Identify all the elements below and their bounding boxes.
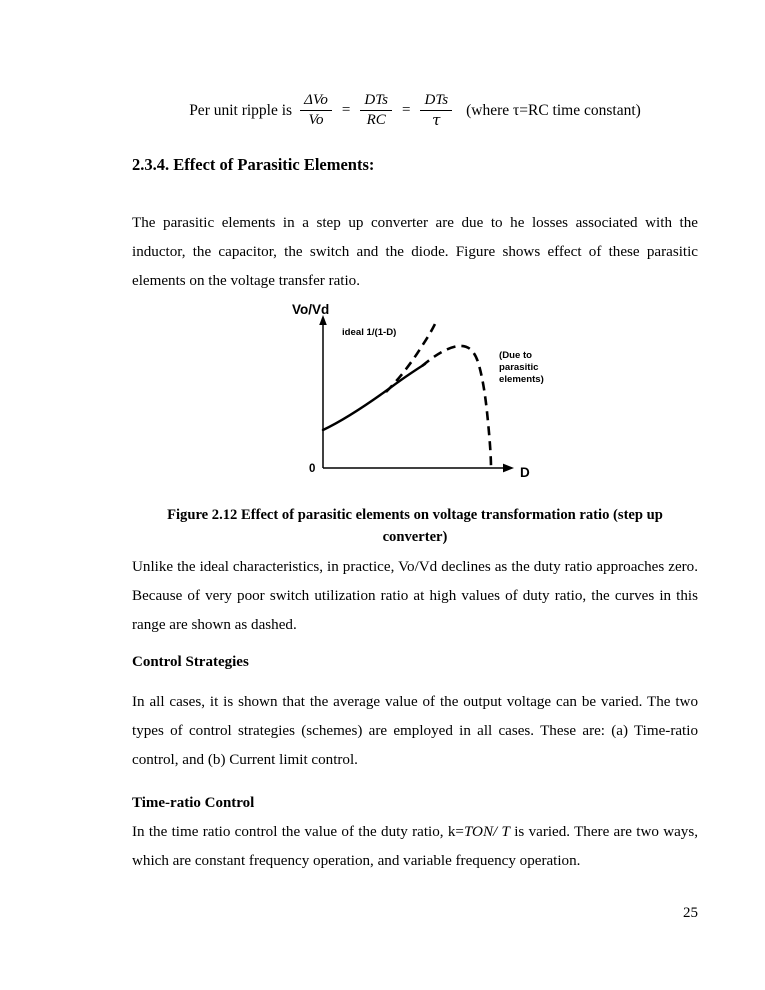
page-number: 25	[683, 905, 698, 921]
paragraph4-part1: In the time ratio control the value of the duty ratio, k=	[132, 824, 464, 840]
annotation-ideal-formula: ideal 1/(1-D)	[342, 327, 397, 338]
x-axis-label: D	[520, 465, 530, 480]
paragraph-control-strategies: In all cases, it is shown that the average value of the output voltage can be varied. The two types of control strategies (schemes) are employed in all cases. These are: (a) Time-ratio control, and (b) Current limit control.	[132, 694, 698, 768]
paragraph4-part2: is varied. There are two ways, which are constant frequency operation, and variable frequency operation.	[132, 824, 699, 869]
svg-text:(Due to: (Due to	[499, 350, 533, 361]
fraction3-numerator: DTs	[420, 92, 452, 111]
curve-practical-dashed	[422, 346, 491, 468]
subheading-time-ratio-control: Time-ratio Control	[132, 795, 255, 811]
formula-lead-text: Per unit ripple is	[189, 101, 293, 119]
figure-2-12-graph	[282, 300, 552, 485]
fraction-dts-over-rc	[360, 92, 392, 129]
fraction2-denominator: RC	[366, 111, 386, 128]
svg-text:parasitic: parasitic	[499, 362, 539, 373]
formula-note: (where τ=RC time constant)	[466, 101, 641, 119]
paragraph-time-ratio-control	[132, 818, 698, 876]
equals-sign-2: =	[402, 101, 411, 118]
paragraph-parasitic-elements: The parasitic elements in a step up converter are due to he losses associated with the inductor, the capacitor, the switch and the diode. Figure shows effect of these parasitic elements on the voltage transfer ratio.	[132, 215, 698, 289]
annotation-due-to-parasitic-elements	[499, 350, 544, 385]
paragraph4-italic-term: TON/ T	[463, 824, 510, 840]
fraction1-denominator: Vo	[308, 111, 324, 128]
y-axis	[319, 315, 327, 468]
subheading-control-strategies: Control Strategies	[132, 654, 249, 670]
origin-label: 0	[309, 463, 316, 475]
voltage-ratio-plot-svg	[282, 300, 552, 485]
per-unit-ripple-formula	[132, 92, 698, 129]
fraction3-denominator: τ	[432, 110, 441, 129]
svg-text:elements): elements)	[499, 374, 544, 385]
y-axis-label: Vo/Vd	[292, 302, 330, 317]
x-axis	[323, 464, 514, 473]
section-heading-2-3-4: 2.3.4. Effect of Parasitic Elements:	[132, 155, 375, 174]
fraction-delta-vo-over-vo	[300, 92, 332, 129]
fraction2-numerator: DTs	[360, 92, 392, 111]
fraction1-numerator: ΔVo	[300, 92, 332, 111]
equals-sign-1: =	[341, 101, 351, 118]
curve-practical-solid	[323, 364, 425, 430]
figure-caption: Figure 2.12 Effect of parasitic elements on voltage transformation ratio (step up converter)	[167, 507, 663, 545]
fraction-dts-over-tau	[420, 92, 452, 129]
paragraph-unlike-ideal: Unlike the ideal characteristics, in practice, Vo/Vd declines as the duty ratio approaches zero. Because of very poor switch utilization ratio at high values of duty ratio, the curves in this range are shown as dashed.	[132, 559, 698, 633]
